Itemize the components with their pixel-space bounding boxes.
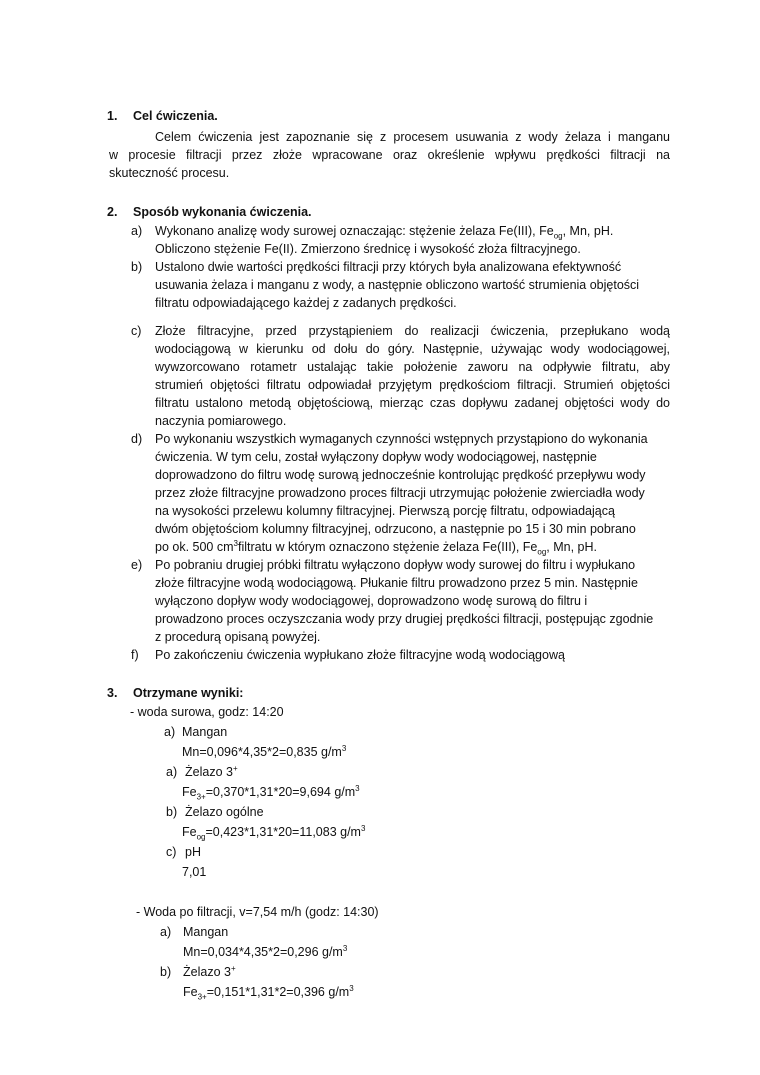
step-c-line: wywzorcowano rotametr ustalając takie położenie zaworu na odpływie filtratu, aby [155,360,670,374]
raw-water-header: - woda surowa, godz: 14:20 [130,705,284,719]
step-d-line: przez złoże filtracyjne prowadzono proces filtracji utrzymując położenie zwierciadła wody [155,486,645,500]
result-label: Żelazo 3+ [185,763,238,779]
result-label: Mangan [182,725,228,739]
result-label: pH [185,845,201,859]
list-marker: b) [160,965,172,979]
result-value: Mn=0,096*4,35*2=0,835 $g/m^3$ [182,743,347,759]
step-b-line: Ustalono dwie wartości prędkości filtracji przy których była analizowana efektywność [155,260,622,274]
result-value: Mn=0,034*4,35*2=0,296 $g/m^3$ [183,943,348,959]
list-marker: c) [131,324,142,338]
step-d-line: po ok. 500 $cm^3filtratu$ w którym oznaczono stężenie żelaza Fe(III), $Fe_{og}$, Mn, pH. [155,538,598,557]
result-label: Żelazo 3+ [183,963,236,979]
step-e-line: Po pobraniu drugiej próbki filtratu wyłączono dopływ wody surowej do filtru i wypłukano [155,558,636,572]
result-label: Żelazo ogólne [185,805,264,819]
list-marker: a) [164,725,176,739]
section-3-number: 3. [107,686,118,700]
filtered-water-header: - Woda po filtracji, v=7,54 m/h (godz: 14:30) [136,905,379,919]
step-b-line: usuwania żelaza i manganu z wody, a następnie obliczono wartość strumienia objętości [155,278,640,292]
result-value: $Fe_{3+}=0,370*1,31*20=9,694$ $g/m^3$ [182,783,360,802]
list-marker: b) [131,260,143,274]
section-3-title: Otrzymane wyniki: [133,686,244,700]
list-marker: a) [131,224,143,238]
step-e-line: z procedurą opisaną powyżej. [155,630,321,644]
section-2-number: 2. [107,205,118,219]
list-marker: a) [166,765,178,779]
step-d-line: ćwiczenia. W tym celu, został wyłączony dopływ wody wodociągowej, następnie [155,450,597,464]
list-marker: f) [131,648,139,662]
result-label: Mangan [183,925,229,939]
step-c-line: wodociągową w kierunku od dołu do góry. Następnie, używając wody wodociągowej, [155,342,670,356]
step-c-line: filtratu ustalono metodą objętościową, mierząc czas dopływu zadanej objętości wody do [155,396,670,410]
step-a-line: Obliczono stężenie Fe(II). Zmierzono średnicę i wysokość złoża filtracyjnego. [155,242,581,256]
step-f-line: Po zakończeniu ćwiczenia wypłukano złoże filtracyjne wodą wodociągową [155,648,565,662]
step-e-line: wyłączono dopływ wody wodociągowej, doprowadzono wodę surową do filtru i [155,594,588,608]
step-d-line: doprowadzono do filtru wodę surową jednocześnie kontrolując prędkość przepływu wody [155,468,646,482]
result-value: 7,01 [182,865,207,879]
step-d-line: Po wykonaniu wszystkich wymaganych czynności wstępnych przystąpiono do wykonania [155,432,648,446]
list-marker: a) [160,925,172,939]
list-marker: d) [131,432,143,446]
result-value: $Fe_{og}=0,423*1,31*20=11,083$ $g/m^3$ [182,823,366,842]
section-2-title: Sposób wykonania ćwiczenia. [133,205,312,219]
step-e-line: prowadzono proces oczyszczania wody przy drugiej prędkości filtracji, postępując zgodnie [155,612,654,626]
step-e-line: złoże filtracyjne wodą wodociągową. Płukanie filtru prowadzono przez 5 min. Następnie [155,576,638,590]
section-1-title: Cel ćwiczenia. [133,109,218,123]
list-marker: e) [131,558,143,572]
step-d-line: dwóm objętościom kolumny filtracyjnej, odrzucono, a następnie po 15 i 30 min pobrano [155,522,636,536]
section-1-paragraph-line: skuteczność procesu. [109,166,230,180]
section-1-paragraph-line: w procesie filtracji przez złoże wpracowane oraz określenie wpływu prędkości filtracji na [109,148,670,162]
section-1-number: 1. [107,109,118,123]
step-d-line: na wysokości przelewu kolumny filtracyjnej. Pierwszą porcję filtratu, odpowiadającą [155,504,615,518]
section-1-paragraph-line: Celem ćwiczenia jest zapoznanie się z procesem usuwania z wody żelaza i manganu [155,130,670,144]
step-c-line: strumień objętości filtratu odpowiadał przyjętym prędkościom filtracji. Strumień objętości [155,378,670,392]
list-marker: c) [166,845,177,859]
step-c-line: naczynia pomiarowego. [155,414,287,428]
step-c-line: Złoże filtracyjne, przed przystąpieniem do realizacji ćwiczenia, przepłukano wodą [155,324,670,338]
result-value: $Fe_{3+}=0,151*1,31*2=0,396$ $g/m^3$ [183,983,354,1002]
step-b-line: filtratu odpowiadającego każdej z zadanych prędkości. [155,296,457,310]
list-marker: b) [166,805,178,819]
step-a-line: Wykonano analizę wody surowej oznaczając: stężenie żelaza Fe(III), $Fe_{og}$, Mn, pH. [155,224,614,241]
